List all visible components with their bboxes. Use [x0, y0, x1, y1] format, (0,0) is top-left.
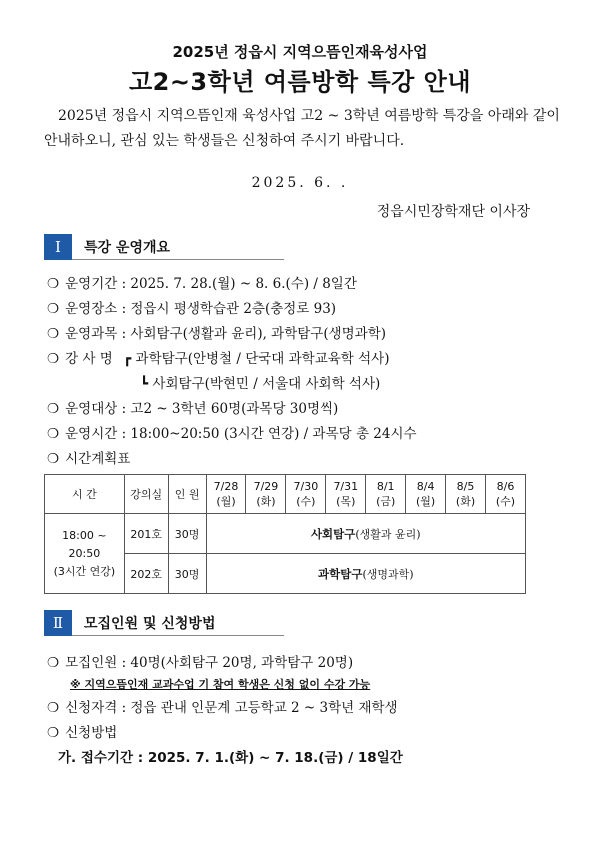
subjects-line: ❍ 운영과목 : 사회탐구(생활과 윤리), 과학탐구(생명과학): [47, 326, 387, 342]
table-row: [45, 514, 526, 554]
doc-subtitle: 2025년 정읍시 지역으뜸인재육성사업: [172, 43, 428, 61]
schedule-table: [44, 474, 526, 594]
intro-paragraph: 2025년 정읍시 지역으뜸인재 육성사업 고2 ~ 3학년 여름방학 특강을 아래와 같이 안내하오니, 관심 있는 학생들은 신청하여 주시기 바랍니다.: [44, 108, 560, 149]
recruit-note: ※ 지역으뜸인재 교과수업 기 참여 학생은 신청 없이 수강 가능: [70, 678, 371, 691]
time-cell: 18:00 ~ 20:50 (3시간 연강): [45, 514, 125, 594]
circle-bullet-icon: ❍: [47, 451, 60, 467]
header-date: 8/5 (화): [446, 475, 486, 514]
header-room: 강의실: [124, 475, 168, 514]
target-line: ❍ 운영대상 : 고2 ~ 3학년 60명(과목당 30명씩): [47, 401, 339, 417]
section-2-header: [44, 610, 284, 636]
period-line: ❍ 운영기간 : 2025. 7. 28.(월) ~ 8. 6.(수) / 8일간: [47, 276, 357, 292]
section-2-number: Ⅱ: [44, 610, 72, 636]
subject-cell: 과학탐구(생명과학): [206, 554, 525, 594]
circle-bullet-icon: ❍: [47, 326, 60, 342]
header-date: 8/6 (수): [485, 475, 525, 514]
circle-bullet-icon: ❍: [47, 401, 60, 417]
room-cell: 202호: [124, 554, 168, 594]
circle-bullet-icon: ❍: [47, 426, 60, 442]
people-cell: 30명: [168, 554, 206, 594]
application-period: 가. 접수기간 : 2025. 7. 1.(화) ~ 7. 18.(금) / 18일간: [58, 750, 403, 766]
header-date: 7/28 (월): [206, 475, 246, 514]
header-date: 7/29 (화): [246, 475, 286, 514]
subject-cell: 사회탐구(생활과 윤리): [206, 514, 525, 554]
circle-bullet-icon: ❍: [47, 276, 60, 292]
place-line: ❍ 운영장소 : 정읍시 평생학습관 2층(충정로 93): [47, 301, 337, 317]
doc-date: 2025. 6. .: [251, 175, 349, 191]
header-people: 인 원: [168, 475, 206, 514]
room-cell: 201호: [124, 514, 168, 554]
header-date: 7/30 (수): [286, 475, 326, 514]
section-1-header: [44, 234, 284, 260]
circle-bullet-icon: ❍: [47, 301, 60, 317]
header-date: 8/4 (월): [406, 475, 446, 514]
circle-bullet-icon: ❍: [47, 725, 60, 741]
section-1-number: Ⅰ: [44, 234, 72, 260]
signature: 정읍시민장학재단 이사장: [376, 204, 530, 220]
section-1-title: 특강 운영개요: [72, 234, 284, 260]
eligibility-line: ❍ 신청자격 : 정읍 관내 인문계 고등학교 2 ~ 3학년 재학생: [47, 700, 398, 716]
recruit-line: ❍ 모집인원 : 40명(사회탐구 20명, 과학탐구 20명): [47, 655, 354, 671]
header-date: 8/1 (금): [366, 475, 406, 514]
section-2-title: 모집인원 및 신청방법: [72, 610, 284, 636]
doc-title: 고2~3학년 여름방학 특강 안내: [128, 68, 472, 96]
schedule-label-line: ❍ 시간계획표: [47, 451, 131, 467]
circle-bullet-icon: ❍: [47, 655, 60, 671]
schedule-header-row: [45, 475, 526, 514]
instructor-line: ❍ 강 사 명 ┏ 과학탐구(안병철 / 단국대 과학교육학 석사): [47, 351, 390, 367]
people-cell: 30명: [168, 514, 206, 554]
header-time: 시 간: [45, 475, 125, 514]
method-line: ❍ 신청방법: [47, 725, 118, 741]
circle-bullet-icon: ❍: [47, 351, 60, 367]
instructor-2: ┗ 사회탐구(박현민 / 서울대 사회학 석사): [140, 376, 381, 392]
header-date: 7/31 (목): [326, 475, 366, 514]
circle-bullet-icon: ❍: [47, 700, 60, 716]
time-line: ❍ 운영시간 : 18:00~20:50 (3시간 연강) / 과목당 총 24시수: [47, 426, 417, 442]
instructor-1: ┏ 과학탐구(안병철 / 단국대 과학교육학 석사): [123, 351, 390, 367]
